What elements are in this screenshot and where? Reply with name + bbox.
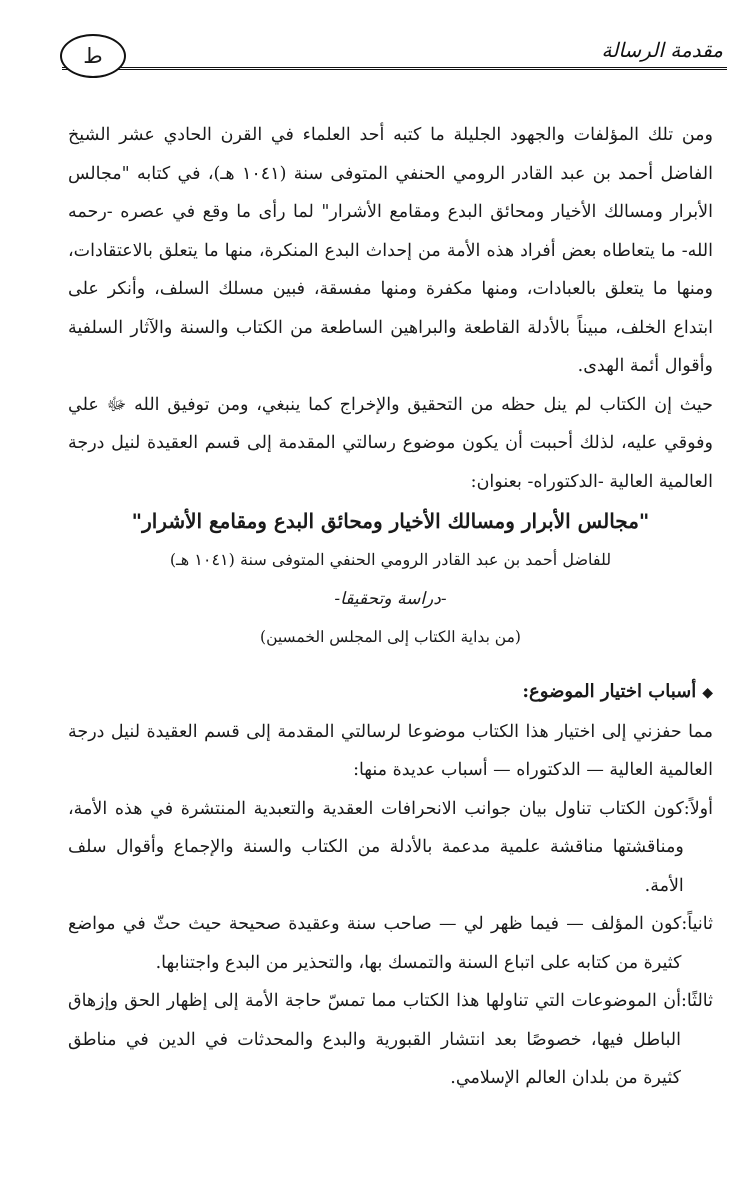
reason-text: أن الموضوعات التي تناولها هذا الكتاب مما تمسّ حاجة الأمة إلى إظهار الحق وإزهاق الباطل فيها، خصوصًا بعد انتشار القبورية والبدع والمحدثات في الدين في مناطق كثيرة من بلدان العالم الإسلامي. [68,991,681,1088]
reason-label: ثالثًا: [680,991,713,1011]
reason-text: كون الكتاب تناول بيان جوانب الانحرافات العقدية والتعبدية المنتشرة في هذه الأمة، ومناقشتها مناقشة علمية مدعمة بالأدلة من الكتاب والسنة والإجماع وأقوال سلف الأمة. [68,798,684,896]
thesis-subtitle: -دراسة وتحقيقا- [334,589,447,609]
diamond-bullet-icon: ◆ [702,685,713,701]
body-text [68,116,713,1098]
reason-label: أولاً: [683,798,713,819]
intro-paragraph-1: ومن تلك المؤلفات والجهود الجليلة ما كتبه أحد العلماء في القرن الحادي عشر الشيخ الفاضل أحمد بن عبد القادر الرومي الحنفي المتوفى سنة (١٠٤١ هـ)، في كتابه "مجالس الأبرار ومسالك الأخيار ومحائق البدع ومقامع الأشرار" لما رأى ما وقع في عصره -رحمه الله- ما يتعاطاه بعض أفراد هذه الأمة من إحداث البدع المنكرة، منها ما يتعلق بالاعتقادات، ومنها ما يتعلق بالعبادات، ومنها مكفرة ومنها مفسقة، فبين مسلك السلف، وأنكر على ابتداع الخلف، مبيناً بالأدلة القاطعة والبراهين الساطعة من الكتاب والسنة والآثار السلفية وأقوال أئمة الهدى. [68,125,713,376]
page-number-oval [60,34,126,78]
thesis-scope: (من بداية الكتاب إلى المجلس الخمسين) [260,628,521,646]
reason-item [68,790,713,906]
reason-item [68,982,713,1098]
reason-label: ثانياً: [681,914,713,934]
thesis-title-block [68,501,713,655]
reasons-heading: ◆أسباب اختيار الموضوع: [522,681,713,702]
reason-item [68,905,713,982]
running-title: مقدمة الرسالة [601,38,723,62]
page-number: ط [83,44,103,68]
thesis-title: "مجالس الأبرار ومسالك الأخيار ومحائق البدع ومقامع الأشرار" [131,509,650,533]
intro-paragraph-2: حيث إن الكتاب لم ينل حظه من التحقيق والإخراج كما ينبغي، ومن توفيق الله ﷻ علي وفوقي عليه، لذلك أحببت أن يكون موضوع رسالتي المقدمة إلى قسم العقيدة لنيل درجة العالمية العالية -الدكتوراه- بعنوان: [68,394,713,492]
thesis-author-line: للفاضل أحمد بن عبد القادر الرومي الحنفي المتوفى سنة (١٠٤١ هـ) [169,550,612,569]
reason-text: كون المؤلف — فيما ظهر لي — صاحب سنة وعقيدة صحيحة حيث حثّ في مواضع كثيرة من كتابه على اتباع السنة والتمسك بها، والتحذير من البدع واجتنابها. [68,914,682,973]
reasons-intro: مما حفزني إلى اختيار هذا الكتاب موضوعا لرسالتي المقدمة إلى قسم العقيدة لنيل درجة العالمية العالية — الدكتوراه — أسباب عديدة منها: [68,721,713,780]
header-rule [62,67,727,70]
